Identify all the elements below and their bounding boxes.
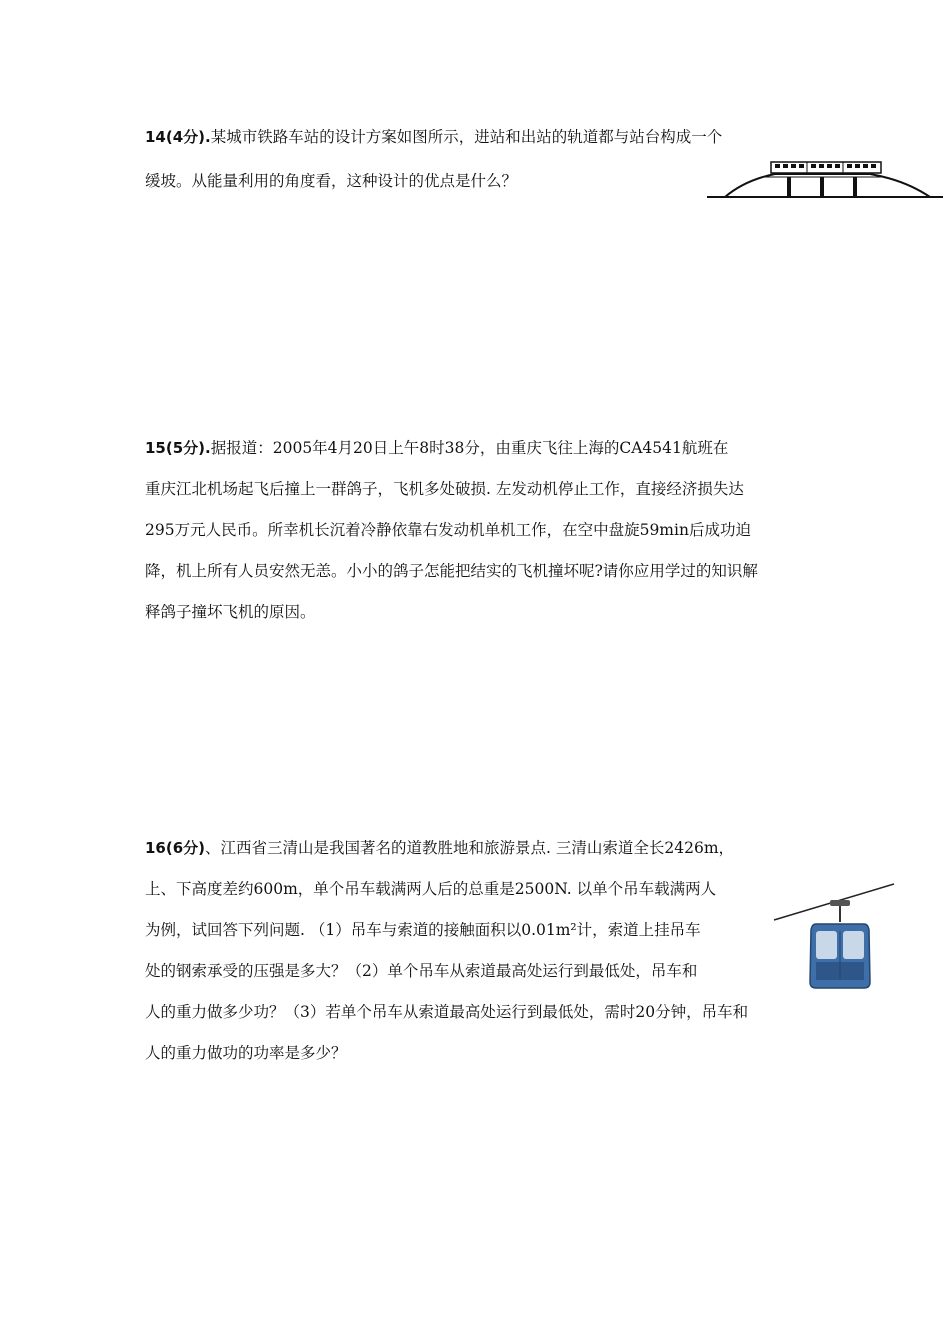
q15-line-5: 释鸽子撞坏飞机的原因。 <box>145 603 316 621</box>
q16-line-3: 为例，试回答下列问题. （1）吊车与索道的接触面积以0.01m²计，索道上挂吊车 <box>145 921 701 939</box>
q15-line-2: 重庆江北机场起飞后撞上一群鸽子，飞机多处破损. 左发动机停止工作，直接经济损失达 <box>145 480 744 498</box>
q16-line-2: 上、下高度差约600m，单个吊车载满两人后的总重是2500N. 以单个吊车载满两人 <box>145 880 717 898</box>
q16-number: 16(6分) <box>145 839 206 857</box>
q15-line-4: 降，机上所有人员安然无恙。小小的鸽子怎能把结实的飞机撞坏呢?请你应用学过的知识解 <box>145 562 758 580</box>
q14-line-2: 缓坡。从能量利用的角度看，这种设计的优点是什么？ <box>145 172 518 190</box>
q16-line-1: 16(6分)、江西省三清山是我国著名的道教胜地和旅游景点. 三清山索道全长2426m， <box>145 839 735 857</box>
q14-line-1: 14(4分).某城市铁路车站的设计方案如图所示，进站和出站的轨道都与站台构成一个 <box>145 128 723 146</box>
q14-number: 14(4分). <box>145 128 211 146</box>
railway-station-figure <box>705 150 945 202</box>
q15-line-3: 295万元人民币。所幸机长沉着冷静依靠右发动机单机工作，在空中盘旋59min后成功迫 <box>145 521 751 539</box>
q16-line-5: 人的重力做多少功？（3）若单个吊车从索道最高处运行到最低处，需时20分钟，吊车和 <box>145 1003 749 1021</box>
q16-line-6: 人的重力做功的功率是多少？ <box>145 1044 347 1062</box>
q16-line-4: 处的钢索承受的压强是多大？（2）单个吊车从索道最高处运行到最低处，吊车和 <box>145 962 698 980</box>
q15-number: 15(5分). <box>145 439 211 457</box>
cable-car-figure <box>772 880 898 992</box>
q15-line-1: 15(5分).据报道：2005年4月20日上午8时38分，由重庆飞往上海的CA4541航班在 <box>145 439 729 457</box>
